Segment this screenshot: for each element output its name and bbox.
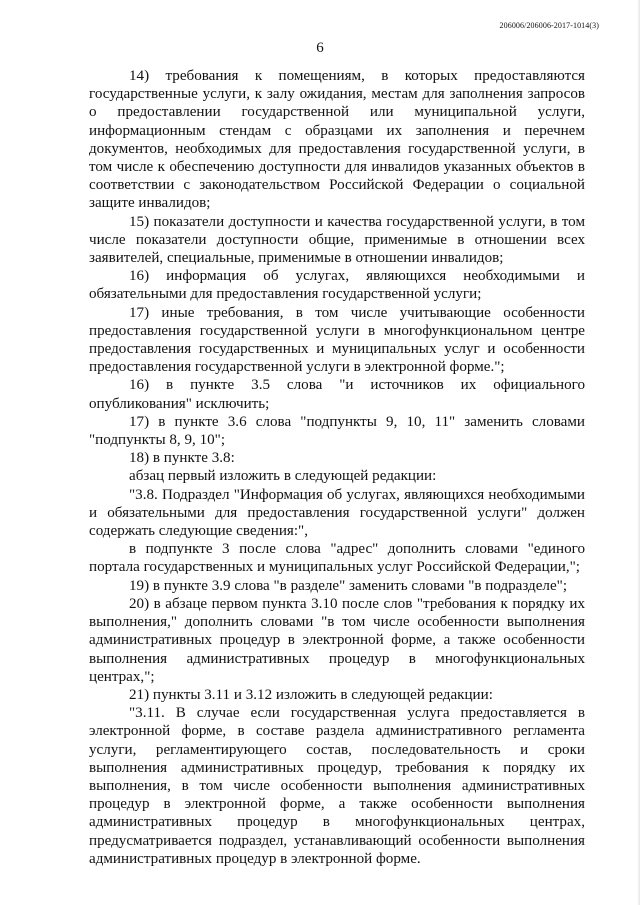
paragraph-amendment-18: 18) в пункте 3.8: bbox=[129, 450, 235, 467]
paragraph-amendment-17: 17) в пункте 3.6 слова "подпункты 9, 10, 11" заменить словами "подпункты 8, 9, 10"; bbox=[89, 413, 585, 449]
paragraph-subpoint-3: в подпункте 3 после слова "адрес" дополнить словами "единого портала государственных и муниципальных услуг Российской Федерации,"; bbox=[89, 541, 585, 576]
paragraph-item-15: 15) показатели доступности и качества государственной услуги, в том числе показатели доступности общие, применимые в отношении всех заявителей, специальные, применимые в отношении инвалидов; bbox=[89, 213, 585, 267]
paragraph-first-abzac: абзац первый изложить в следующей редакции: bbox=[129, 468, 437, 485]
paragraph-3-11: "3.11. В случае если государственная услуга предоставляется в электронной форме, в составе раздела административного регламента услуги, регламентирующего состав, последовательность и сроки выполнения административных процедур, требования к порядку их выполнения, в том числе особенности выполнения административных процедур в электронной форме, а также особенности выполнения административных процедур в многофункциональных центрах, предусматривается подраздел, устанавливающий особенности выполнения административных процедур в электронной форме. bbox=[89, 705, 585, 867]
paragraph-item-17: 17) иные требования, в том числе учитывающие особенности предоставления государственной услуги в многофункциональном центре предоставления государственных и муниципальных услуг и особенности предоставления государственной услуги в электронной форме."; bbox=[89, 304, 585, 376]
paragraph-amendment-19: 19) в пункте 3.9 слова "в разделе" заменить словами "в подразделе"; bbox=[129, 577, 568, 594]
page-number: 6 bbox=[316, 40, 324, 56]
paragraph-amendment-21: 21) пункты 3.11 и 3.12 изложить в следующей редакции: bbox=[129, 686, 493, 703]
paragraph-item-14: 14) требования к помещениям, в которых предоставляются государственные услуги, к залу ожидания, местам для заполнения запросов о предоставлении государственной или муниципальной услуги, информационным стендам с образцами их заполнения и перечнем документов, необходимых для предоставления государственной услуги, в том числе к обеспечению доступности для инвалидов указанных объектов в соответствии с законодательством Российской Федерации о социальной защите инвалидов; bbox=[89, 68, 585, 212]
paragraph-item-16: 16) информация об услугах, являющихся необходимыми и обязательными для предоставления государственной услуги; bbox=[89, 268, 585, 303]
paragraph-amendment-20: 20) в абзаце первом пункта 3.10 после слов "требования к порядку их выполнения," дополнить словами "в том числе особенности выполнения административных процедур в электронной форме, а также особенности выполнения административных процедур в многофункциональных центрах,"; bbox=[89, 595, 585, 685]
paragraph-3-8: "3.8. Подраздел "Информация об услугах, являющихся необходимыми и обязательными для предоставления государственной услуги" должен содержать следующие сведения:", bbox=[89, 486, 585, 540]
paragraph-amendment-16: 16) в пункте 3.5 слова "и источников их официального опубликования" исключить; bbox=[89, 377, 585, 412]
document-body bbox=[89, 67, 585, 868]
document-code: 206006/206006-2017-1014(3) bbox=[499, 21, 599, 30]
